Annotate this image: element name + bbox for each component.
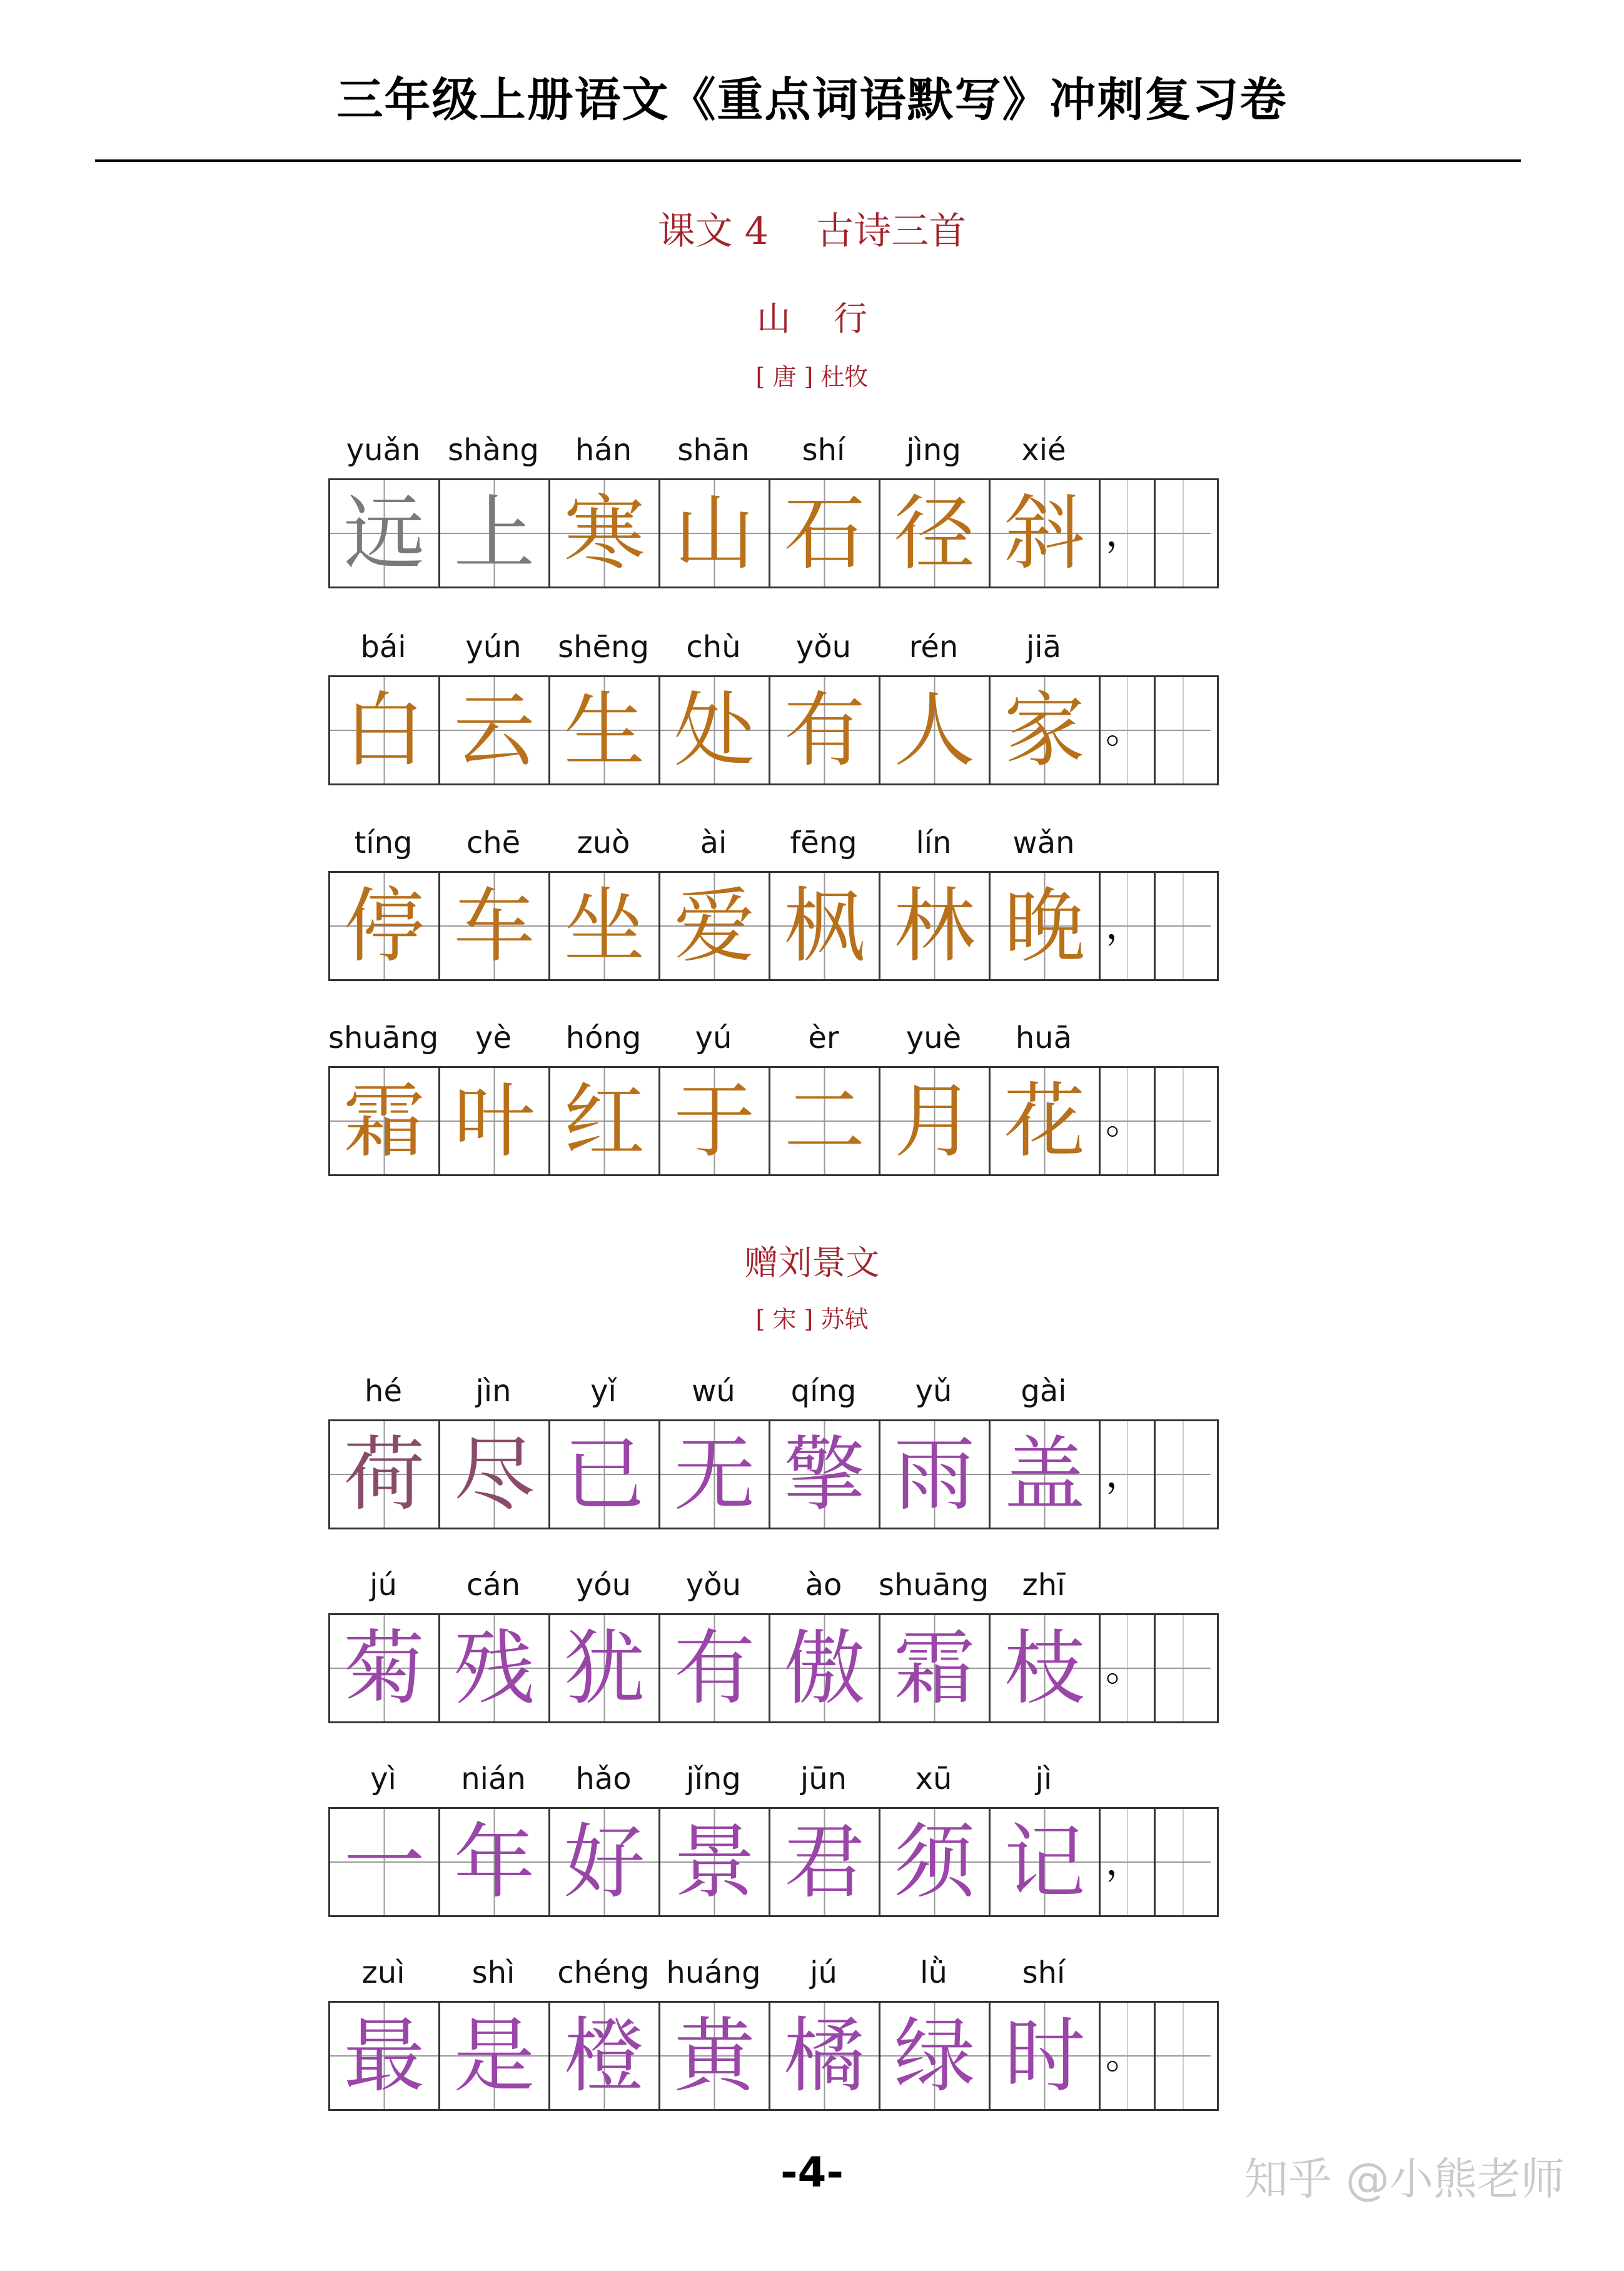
character-cell: 二 [770,1068,880,1174]
punctuation-mark: ， [1106,1453,1143,1496]
character-cell: 坐 [550,873,660,979]
character-cell: 径 [880,480,991,587]
character-cell: 寒 [550,480,660,587]
character-cell: 橙 [550,2003,660,2109]
pinyin: shān [677,433,750,468]
pinyin: yuǎn [346,433,421,468]
pinyin-row [328,818,1221,868]
character-cell: 山 [660,480,770,587]
lesson-heading: 课文 4 古诗三首 [657,209,967,253]
pinyin: chù [686,630,741,665]
poem-author-1: [ 唐 ] 杜牧 [755,363,869,391]
pinyin: hán [575,433,632,468]
punctuation-mark: 。 [1106,708,1143,752]
character-cell: 石 [770,480,880,587]
pinyin: wú [692,1374,735,1409]
pinyin: yè [475,1020,512,1055]
pinyin: huā [1015,1020,1072,1055]
pinyin: jǐng [686,1761,741,1796]
pinyin: hǎo [575,1761,632,1796]
writing-grid [328,1807,1219,1917]
pinyin: chéng [557,1955,650,1990]
character-cell: 远 [330,480,440,587]
pinyin: hóng [565,1020,642,1055]
pinyin: lín [915,825,952,860]
pinyin-row [328,1754,1221,1804]
pinyin: zuò [577,825,630,860]
character-cell: 残 [440,1615,550,1721]
character-cell: 家 [991,677,1101,783]
character-cell: 雨 [880,1421,991,1528]
punctuation-cell [1101,1068,1156,1174]
empty-cell [1156,1809,1211,1915]
pinyin: xié [1021,433,1066,468]
pinyin: nián [461,1761,526,1796]
pinyin: yǒu [795,630,852,665]
poem-title-2: 赠刘景文 [744,1243,880,1282]
punctuation-cell [1101,873,1156,979]
character-cell: 于 [660,1068,770,1174]
character-cell: 云 [440,677,550,783]
character-cell: 须 [880,1809,991,1915]
character-cell: 记 [991,1809,1101,1915]
pinyin: yú [695,1020,732,1055]
poem-title-1: 山 行 [757,299,867,338]
character-cell: 爱 [660,873,770,979]
character-cell: 好 [550,1809,660,1915]
character-cell: 花 [991,1068,1101,1174]
character-cell: 犹 [550,1615,660,1721]
pinyin: jú [370,1568,397,1603]
punctuation-cell [1101,2003,1156,2109]
watermark: 知乎 @小熊老师 [1244,2153,1565,2205]
punctuation-mark: 。 [1106,2034,1143,2078]
character-cell: 霜 [880,1615,991,1721]
character-cell: 橘 [770,2003,880,2109]
pinyin: yǔ [915,1374,952,1409]
pinyin-row [328,425,1221,475]
pinyin: chē [466,825,521,860]
pinyin: jú [810,1955,837,1990]
character-cell: 叶 [440,1068,550,1174]
empty-cell [1156,677,1211,783]
character-cell: 擎 [770,1421,880,1528]
punctuation-mark: 。 [1106,1099,1143,1143]
punctuation-mark: 。 [1106,1646,1143,1690]
pinyin: hé [365,1374,402,1409]
pinyin-row [328,1366,1221,1416]
character-cell: 景 [660,1809,770,1915]
pinyin: qíng [790,1374,857,1409]
pinyin: zhī [1022,1568,1066,1603]
writing-grid [328,1066,1219,1176]
writing-grid [328,1613,1219,1723]
character-cell: 已 [550,1421,660,1528]
pinyin: yún [465,630,522,665]
character-cell: 人 [880,677,991,783]
pinyin: jūn [800,1761,847,1796]
character-cell: 处 [660,677,770,783]
pinyin: èr [808,1020,839,1055]
pinyin: huáng [666,1955,761,1990]
character-cell: 绿 [880,2003,991,2109]
pinyin: gài [1021,1374,1067,1409]
pinyin: jì [1035,1761,1052,1796]
pinyin: jiā [1026,630,1062,665]
character-cell: 尽 [440,1421,550,1528]
pinyin: shí [1022,1955,1066,1990]
title-divider [95,159,1521,162]
pinyin: zuì [361,1955,405,1990]
pinyin: jìn [475,1374,512,1409]
character-cell: 停 [330,873,440,979]
pinyin-row [328,622,1221,672]
character-cell: 菊 [330,1615,440,1721]
pinyin: bái [360,630,406,665]
pinyin: jìng [906,433,961,468]
character-cell: 最 [330,2003,440,2109]
character-cell: 白 [330,677,440,783]
character-cell: 月 [880,1068,991,1174]
character-cell: 有 [660,1615,770,1721]
pinyin: ài [700,825,727,860]
empty-cell [1156,1615,1211,1721]
punctuation-cell [1101,1615,1156,1721]
character-cell: 红 [550,1068,660,1174]
character-cell: 生 [550,677,660,783]
character-cell: 霜 [330,1068,440,1174]
pinyin: yóu [575,1568,632,1603]
empty-cell [1156,1421,1211,1528]
pinyin: xū [915,1761,952,1796]
character-cell: 君 [770,1809,880,1915]
poem-author-2: [ 宋 ] 苏轼 [755,1306,869,1333]
punctuation-cell [1101,1421,1156,1528]
pinyin: wǎn [1012,825,1075,860]
character-cell: 一 [330,1809,440,1915]
empty-cell [1156,480,1211,587]
writing-grid [328,2001,1219,2111]
pinyin: shàng [448,433,539,468]
character-cell: 荷 [330,1421,440,1528]
pinyin: ào [805,1568,842,1603]
pinyin: yǒu [685,1568,742,1603]
pinyin: shuāng [328,1020,439,1055]
writing-grid [328,675,1219,785]
character-cell: 傲 [770,1615,880,1721]
punctuation-cell [1101,677,1156,783]
pinyin: yuè [905,1020,962,1055]
punctuation-mark: ， [1106,904,1143,948]
punctuation-mark: ， [1106,511,1143,555]
character-cell: 晚 [991,873,1101,979]
empty-cell [1156,1068,1211,1174]
pinyin: yì [370,1761,396,1796]
document-title: 三年级上册语文《重点词语默写》冲刺复习卷 [336,73,1288,127]
character-cell: 车 [440,873,550,979]
character-cell: 无 [660,1421,770,1528]
pinyin: tíng [354,825,413,860]
character-cell: 林 [880,873,991,979]
character-cell: 枝 [991,1615,1101,1721]
page-number: -4- [780,2148,844,2197]
pinyin-row [328,1013,1221,1063]
pinyin: fēng [790,825,857,860]
pinyin: shuāng [879,1568,989,1603]
pinyin: shì [472,1955,515,1990]
character-cell: 时 [991,2003,1101,2109]
character-cell: 有 [770,677,880,783]
writing-grid [328,1419,1219,1529]
character-cell: 上 [440,480,550,587]
pinyin-row [328,1948,1221,1998]
pinyin: yǐ [590,1374,617,1409]
pinyin: shí [802,433,845,468]
character-cell: 枫 [770,873,880,979]
character-cell: 是 [440,2003,550,2109]
empty-cell [1156,2003,1211,2109]
pinyin: cán [466,1568,521,1603]
empty-cell [1156,873,1211,979]
punctuation-cell [1101,1809,1156,1915]
character-cell: 斜 [991,480,1101,587]
pinyin: lǜ [920,1955,947,1990]
character-cell: 年 [440,1809,550,1915]
pinyin: rén [909,630,959,665]
character-cell: 黄 [660,2003,770,2109]
pinyin: shēng [558,630,649,665]
pinyin-row [328,1560,1221,1610]
character-cell: 盖 [991,1421,1101,1528]
punctuation-cell [1101,480,1156,587]
punctuation-mark: ， [1106,1840,1143,1884]
writing-grid [328,478,1219,588]
writing-grid [328,871,1219,981]
